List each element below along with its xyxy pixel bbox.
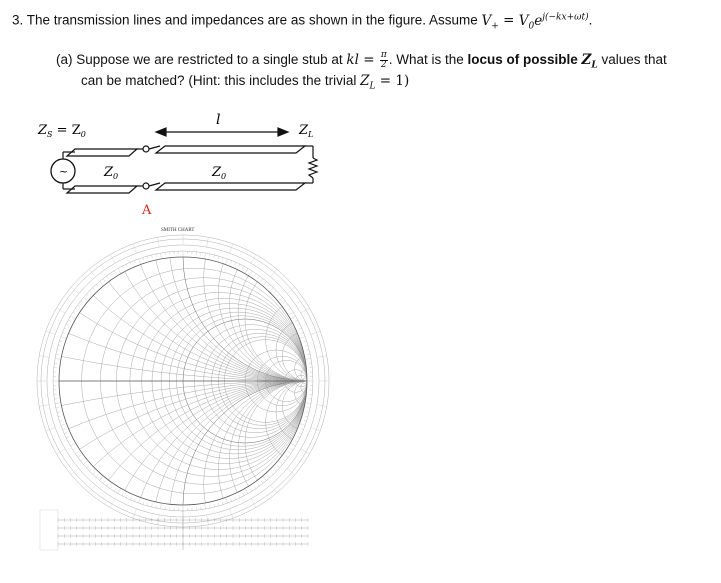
- scale-tick: [205, 503, 206, 509]
- scale-tick: [73, 448, 76, 450]
- scale-tick: [305, 358, 311, 359]
- scale-tick: [270, 485, 276, 493]
- line-z0-label: $Z_0$: [212, 165, 227, 181]
- scale-tick: [283, 301, 285, 303]
- kl-symbol: kl: [346, 52, 359, 69]
- reactance-arc: [183, 381, 431, 583]
- reactance-arc: [152, 71, 462, 381]
- scale-tick: [307, 354, 310, 355]
- scale-tick: [86, 466, 88, 468]
- reactance-arc: [100, 381, 513, 583]
- scale-tick: [235, 262, 236, 265]
- scale-tick: [59, 420, 62, 421]
- scale-tick: [93, 472, 95, 474]
- scale-tick: [130, 497, 131, 500]
- scale-tick: [304, 420, 307, 421]
- reactance-arc: [59, 381, 555, 583]
- scale-tick: [139, 498, 141, 504]
- scale-tick: [209, 505, 210, 508]
- scale-tick: [230, 244, 233, 253]
- part-a-text2: . What is the: [388, 52, 468, 68]
- locus-bold: locus of possible: [467, 52, 582, 68]
- scale-tick: [230, 509, 233, 518]
- scale-tick: [225, 259, 227, 265]
- scale-tick: [311, 331, 320, 334]
- scale-tick: [261, 481, 263, 483]
- scale-tick: [263, 476, 267, 481]
- scale-tick: [156, 505, 157, 508]
- scale-tick: [317, 405, 327, 407]
- reactance-arc: [0, 381, 720, 583]
- scale-tick: [305, 403, 311, 404]
- scale-tick: [46, 331, 55, 334]
- reactance-arc: [218, 204, 395, 381]
- scale-tick: [271, 287, 273, 289]
- scale-tick: [288, 452, 290, 454]
- scale-tick: [55, 403, 61, 404]
- scale-tick: [99, 476, 103, 481]
- scale-tick: [122, 266, 123, 269]
- scale-tick: [258, 276, 260, 278]
- scale-tick: [89, 291, 91, 293]
- scale-tick: [110, 486, 112, 488]
- scale-tick: [134, 499, 135, 502]
- scale-tick: [134, 260, 135, 263]
- scale-tick: [126, 264, 127, 267]
- scale-tick: [46, 428, 55, 431]
- scale-tick: [152, 504, 153, 507]
- reactance-arc: [245, 381, 369, 505]
- reactance-arc: [218, 381, 395, 558]
- scale-tick: [143, 257, 144, 260]
- reactance-arc: [183, 133, 431, 381]
- scale-tick: [70, 443, 75, 446]
- scale-tick: [299, 433, 302, 434]
- scale-tick: [243, 493, 244, 496]
- load-zl-label: $Z_L$: [299, 123, 314, 139]
- scale-tick: [139, 259, 141, 265]
- v0-symbol: $V_0e^{j(-kx+\omega t)}$: [518, 12, 589, 32]
- scale-tick: [158, 237, 160, 247]
- scale-tick: [286, 456, 288, 458]
- scale-tick: [258, 484, 260, 486]
- scale-tick: [143, 502, 144, 505]
- scale-tick: [107, 276, 109, 278]
- reactance-arc: [152, 381, 462, 583]
- scale-tick: [207, 237, 209, 247]
- scale-tick: [277, 466, 279, 468]
- scale-tick: [239, 495, 240, 498]
- scale-tick: [130, 262, 131, 265]
- question-prefix: 3. The transmission lines and impedances are as shown in the figure. Assume: [12, 12, 482, 28]
- scale-tick: [55, 358, 61, 359]
- scale-tick: [103, 279, 105, 281]
- scale-tick: [277, 294, 279, 296]
- scale-tick: [261, 279, 263, 281]
- scale-tick: [147, 256, 148, 259]
- scale-tick: [110, 273, 112, 275]
- scale-tick: [71, 468, 79, 474]
- scale-tick: [239, 264, 240, 267]
- scale-tick: [122, 493, 123, 496]
- smith-chart-title: SMITH CHART: [161, 228, 195, 233]
- scale-tick: [103, 481, 105, 483]
- reactance-arc: [0, 381, 617, 583]
- scale-tick: [57, 350, 60, 351]
- scale-tick: [152, 255, 153, 258]
- scale-tick: [295, 320, 298, 321]
- scale-tick: [96, 284, 98, 286]
- reactance-arc: [0, 381, 721, 583]
- scale-tick: [89, 485, 95, 493]
- scale-tick: [288, 308, 290, 310]
- scale-tick: [301, 429, 304, 430]
- radial-scale-legend: [40, 510, 58, 550]
- pi-over-2-fraction: $\frac{\pi}{2}$: [380, 50, 387, 70]
- scale-tick: [268, 475, 270, 477]
- part-a-line2-text: can be matched? (Hint: this includes the trivial: [81, 73, 361, 88]
- scale-tick: [73, 312, 76, 314]
- zs-label: $Z_S = Z_0$: [38, 123, 86, 139]
- scale-tick: [243, 266, 244, 269]
- scale-tick: [235, 497, 236, 500]
- scale-tick: [93, 287, 95, 289]
- scale-tick: [218, 256, 219, 259]
- scale-tick: [75, 452, 77, 454]
- scale-tick: [71, 287, 79, 293]
- scale-tick: [133, 244, 136, 253]
- scale-tick: [86, 294, 88, 296]
- scale-tick: [56, 354, 59, 355]
- reactance-arc: [169, 381, 445, 583]
- scale-tick: [83, 461, 88, 465]
- scale-tick: [290, 316, 295, 319]
- part-a-text1: Suppose we are restricted to a single stub at: [72, 52, 347, 68]
- reactance-arc: [100, 0, 513, 381]
- scale-tick: [274, 469, 276, 471]
- scale-tick: [81, 301, 83, 303]
- part-a-label: (a): [56, 52, 73, 68]
- scale-tick: [231, 260, 232, 263]
- scale-tick: [263, 281, 267, 286]
- scale-tick: [222, 257, 223, 260]
- scale-tick: [56, 407, 59, 408]
- scale-tick: [306, 350, 309, 351]
- part-a-text3: values that: [597, 52, 667, 68]
- scale-tick: [114, 271, 116, 274]
- scale-tick: [205, 253, 206, 259]
- scale-tick: [114, 489, 116, 492]
- reactance-arc: [130, 27, 484, 381]
- scale-tick: [304, 341, 307, 342]
- scale-tick: [283, 459, 285, 461]
- scale-tick: [297, 324, 300, 325]
- scale-tick: [75, 308, 77, 310]
- scale-tick: [156, 254, 157, 257]
- scale-tick: [268, 284, 270, 286]
- question-suffix: .: [588, 12, 593, 28]
- scale-tick: [39, 356, 49, 358]
- scale-tick: [297, 437, 300, 438]
- scale-tick: [295, 441, 298, 442]
- scale-tick: [214, 255, 215, 258]
- point-a-label: A: [142, 203, 152, 218]
- scale-tick: [278, 297, 283, 301]
- reactance-arc: [245, 257, 369, 381]
- scale-tick: [61, 337, 67, 339]
- scale-tick: [89, 269, 95, 277]
- scale-tick: [99, 281, 103, 286]
- scale-tick: [254, 486, 256, 488]
- reactance-arc: [169, 105, 445, 381]
- source-tilde: ~: [59, 165, 69, 178]
- scale-tick: [274, 291, 276, 293]
- scale-tick: [300, 337, 306, 339]
- scale-tick: [307, 407, 310, 408]
- scale-tick: [245, 488, 248, 493]
- scale-tick: [300, 423, 306, 425]
- reactance-arc: [204, 381, 411, 583]
- scale-tick: [68, 441, 71, 442]
- scale-tick: [68, 320, 71, 321]
- scale-tick: [291, 448, 294, 450]
- scale-tick: [81, 459, 83, 461]
- scale-tick: [214, 504, 215, 507]
- scale-tick: [96, 475, 98, 477]
- scale-tick: [299, 328, 302, 329]
- scale-tick: [89, 469, 91, 471]
- scale-tick: [305, 345, 308, 346]
- zl-symbol: $Z_L$: [360, 73, 376, 92]
- scale-tick: [225, 498, 227, 504]
- scale-tick: [160, 253, 161, 259]
- scale-tick: [290, 443, 295, 446]
- scale-tick: [78, 456, 80, 458]
- scale-tick: [291, 312, 294, 314]
- scale-tick: [254, 273, 256, 275]
- scale-tick: [287, 287, 295, 293]
- scale-tick: [64, 328, 67, 329]
- scale-tick: [311, 428, 320, 431]
- scale-tick: [209, 254, 210, 257]
- scale-tick: [317, 356, 327, 358]
- scale-tick: [78, 305, 80, 307]
- scale-tick: [118, 488, 121, 493]
- scale-tick: [278, 461, 283, 465]
- scale-tick: [66, 437, 69, 438]
- stub-z0-label: $Z_0$: [104, 165, 119, 181]
- part-a-line2-end: = 1): [375, 73, 410, 89]
- reactance-arc: [59, 0, 555, 381]
- scale-tick: [83, 297, 88, 301]
- scale-tick: [286, 305, 288, 307]
- scale-tick: [231, 499, 232, 502]
- scale-tick: [270, 269, 276, 277]
- scale-tick: [305, 416, 308, 417]
- scale-tick: [301, 332, 304, 333]
- equals-sign: =: [498, 12, 519, 29]
- zl-bold-symbol: $Z_L$: [581, 52, 598, 71]
- scale-tick: [287, 468, 295, 474]
- scale-tick: [62, 332, 65, 333]
- scale-tick: [64, 433, 67, 434]
- scale-tick: [271, 472, 273, 474]
- scale-tick: [59, 341, 62, 342]
- scale-tick: [107, 484, 109, 486]
- scale-tick: [70, 316, 75, 319]
- reactance-arc: [0, 381, 721, 583]
- scale-tick: [39, 405, 49, 407]
- scale-tick: [245, 268, 248, 273]
- scale-tick: [57, 412, 60, 413]
- scale-tick: [62, 429, 65, 430]
- scale-tick: [58, 416, 61, 417]
- scale-tick: [126, 495, 127, 498]
- scale-tick: [250, 489, 252, 492]
- scale-tick: [306, 412, 309, 413]
- scale-tick: [222, 502, 223, 505]
- scale-tick: [160, 503, 161, 509]
- scale-tick: [66, 324, 69, 325]
- scale-tick: [147, 503, 148, 506]
- scale-tick: [118, 268, 121, 273]
- length-label: l: [216, 112, 221, 128]
- scale-tick: [250, 271, 252, 274]
- v-plus-symbol: $V_+$: [481, 12, 499, 32]
- scale-tick: [218, 503, 219, 506]
- kl-equals: =: [358, 52, 379, 69]
- scale-tick: [133, 509, 136, 518]
- scale-tick: [58, 345, 61, 346]
- scale-tick: [61, 423, 67, 425]
